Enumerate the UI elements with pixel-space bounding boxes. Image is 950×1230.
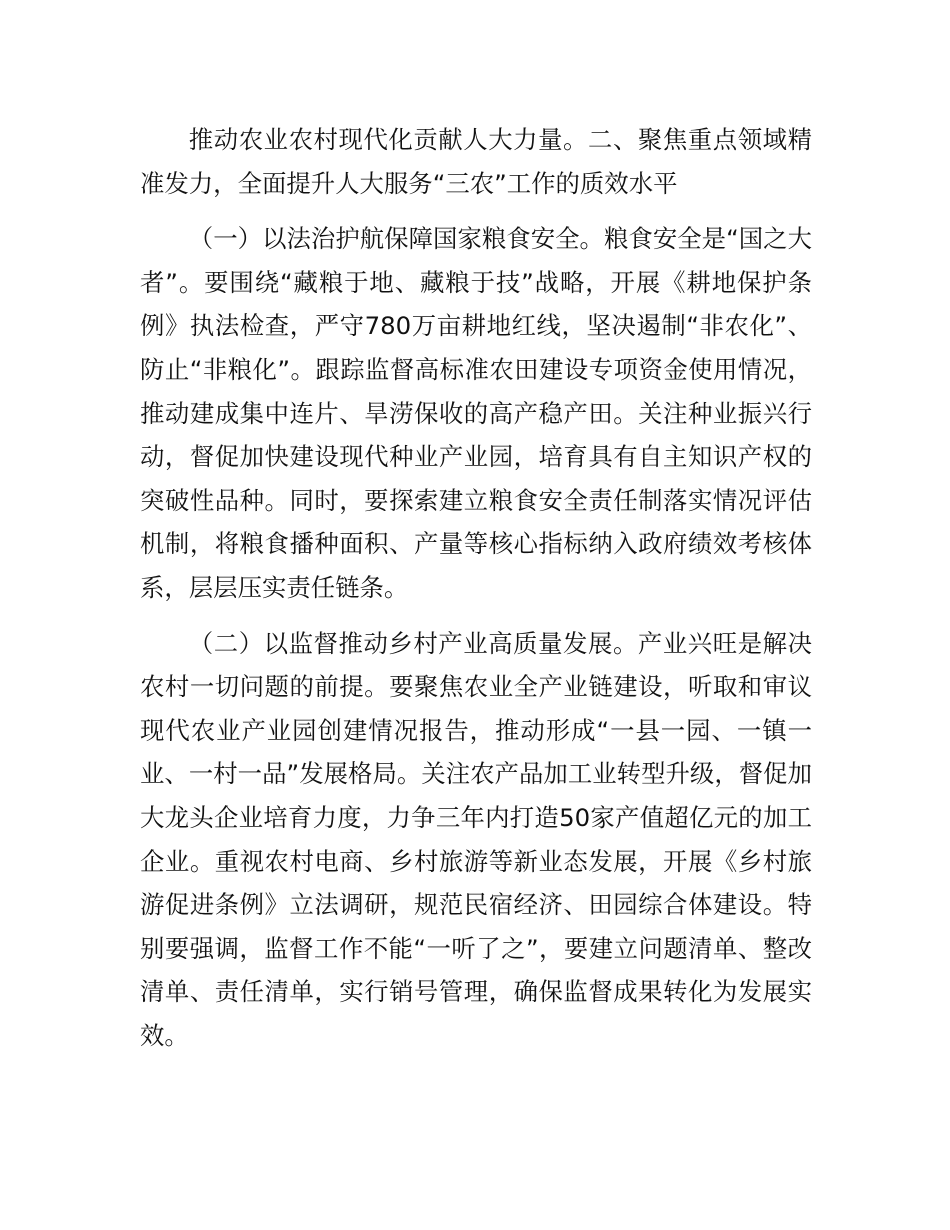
paragraph-rural-industry: （二）以监督推动乡村产业高质量发展。产业兴旺是解决农村一切问题的前提。要聚焦农业全产业链建设，听取和审议现代农业产业园创建情况报告，推动形成“一县一园、一镇一业、一村一品”发展格局。关注农产品加工业转型升级，督促加大龙头企业培育力度，力争三年内打造50家产值超亿元的加工企业。重视农村电商、乡村旅游等新业态发展，开展《乡村旅游促进条例》立法调研，规范民宿经济、田园综合体建设。特别要强调，监督工作不能“一听了之”，要建立问题清单、整改清单、责任清单，实行销号管理，确保监督成果转化为发展实效。 (140, 628, 812, 1050)
document-body (140, 118, 812, 1069)
paragraph-food-security: （一）以法治护航保障国家粮食安全。粮食安全是“国之大者”。要围绕“藏粮于地、藏粮于技”战略，开展《耕地保护条例》执法检查，严守780万亩耕地红线，坚决遏制“非农化”、防止“非粮化”。跟踪监督高标准农田建设专项资金使用情况，推动建成集中连片、旱涝保收的高产稳产田。关注种业振兴行动，督促加快建设现代种业产业园，培育具有自主知识产权的突破性品种。同时，要探索建立粮食安全责任制落实情况评估机制，将粮食播种面积、产量等核心指标纳入政府绩效考核体系，层层压实责任链条。 (140, 224, 812, 602)
paragraph-intro: 推动农业农村现代化贡献人大力量。二、聚焦重点领域精准发力，全面提升人大服务“三农”工作的质效水平 (140, 125, 812, 198)
